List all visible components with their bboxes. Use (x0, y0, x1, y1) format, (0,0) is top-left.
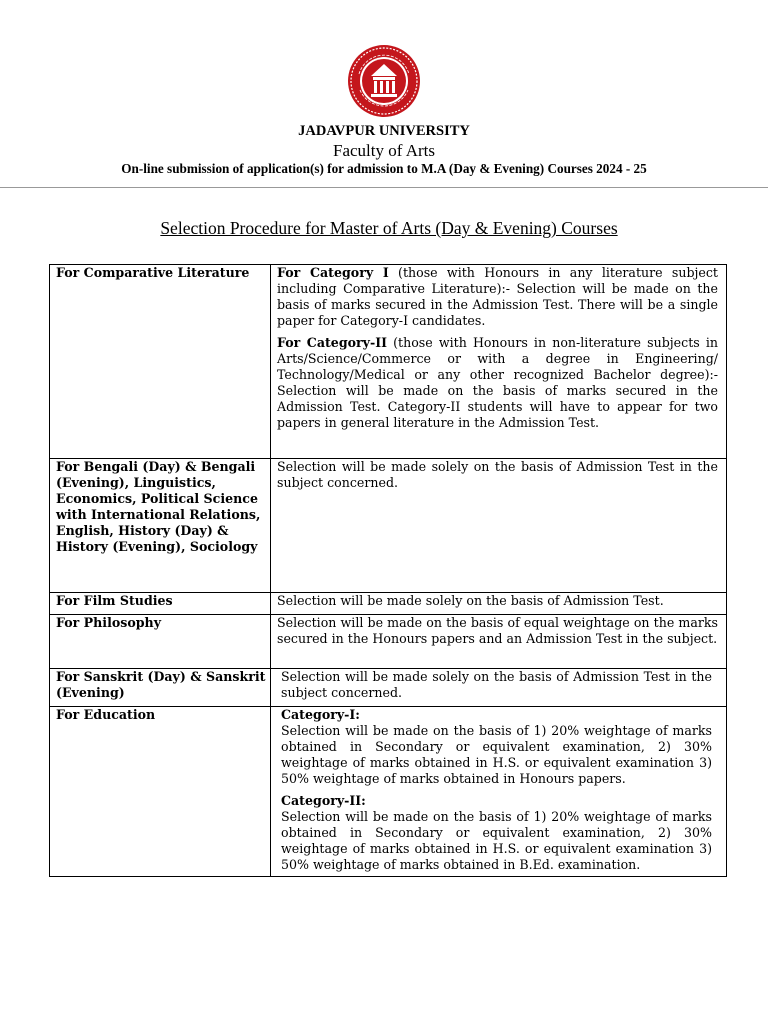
table-row (50, 707, 727, 877)
category-1-paragraph (281, 707, 712, 787)
category-label: Category-I: (281, 707, 360, 722)
procedure-cell (271, 707, 727, 877)
faculty-name: Faculty of Arts (333, 141, 435, 160)
category-text: (those with Honours in non-literature subjects in Arts/Science/Commerce or with a degree in Engineering/ Technology/Medical or any other recognized Bachelor degree):- Selection will be made on the basis of marks secured in the Admission Test. Category-II students will have to appear for two papers in general literature in the Admission Test. (277, 335, 718, 430)
procedure-cell: Selection will be made on the basis of equal weightage on the marks secured in the Honours papers and an Admission Test in the subject. (271, 615, 727, 669)
table-row (50, 265, 727, 459)
category-2-paragraph (277, 335, 718, 431)
procedure-cell: Selection will be made solely on the basis of Admission Test. (271, 593, 727, 615)
subject-cell: For Bengali (Day) & Bengali (Evening), Linguistics, Economics, Political Science with International Relations, English, History (Day) & History (Evening), Sociology (50, 459, 271, 593)
category-label: For Category I (277, 265, 389, 280)
category-2-paragraph (281, 793, 712, 873)
university-name: JADAVPUR UNIVERSITY (298, 123, 470, 139)
subject-cell: For Education (50, 707, 271, 877)
category-text: Selection will be made on the basis of 1) 20% weightage of marks obtained in Secondary or equivalent examination, 2) 30% weightage of marks obtained in H.S. or equivalent examination 3) 50% weightage of marks obtained in B.Ed. examination. (281, 809, 712, 872)
category-label: Category-II: (281, 793, 366, 808)
table-row (50, 669, 727, 707)
subject-cell: For Comparative Literature (50, 265, 271, 459)
table-row (50, 615, 727, 669)
procedure-cell: Selection will be made solely on the basis of Admission Test in the subject concerned. (271, 669, 727, 707)
subtitle: On-line submission of application(s) for admission to M.A (Day & Evening) Courses 2024 - 25 (121, 161, 647, 176)
procedure-cell (271, 265, 727, 459)
subject-cell: For Film Studies (50, 593, 271, 615)
header-divider (0, 187, 768, 188)
university-seal-logo (347, 44, 421, 118)
selection-procedure-table (49, 264, 727, 877)
page-title: Selection Procedure for Master of Arts (Day & Evening) Courses (160, 218, 618, 238)
procedure-cell: Selection will be made solely on the basis of Admission Test in the subject concerned. (271, 459, 727, 593)
subject-cell: For Philosophy (50, 615, 271, 669)
category-1-paragraph (277, 265, 718, 329)
table-row (50, 593, 727, 615)
category-text: Selection will be made on the basis of 1) 20% weightage of marks obtained in Secondary or equivalent examination, 2) 30% weightage of marks obtained in H.S. or equivalent examination 3) 50% weightage of marks obtained in Honours papers. (281, 723, 712, 786)
table-row (50, 459, 727, 593)
category-label: For Category-II (277, 335, 387, 350)
subject-cell: For Sanskrit (Day) & Sanskrit (Evening) (50, 669, 271, 707)
category-text: (those with Honours in any literature subject including Comparative Literature):- Selection will be made on the basis of marks secured in the Admission Test. There will be a single paper for Category-I candidates. (277, 265, 718, 328)
